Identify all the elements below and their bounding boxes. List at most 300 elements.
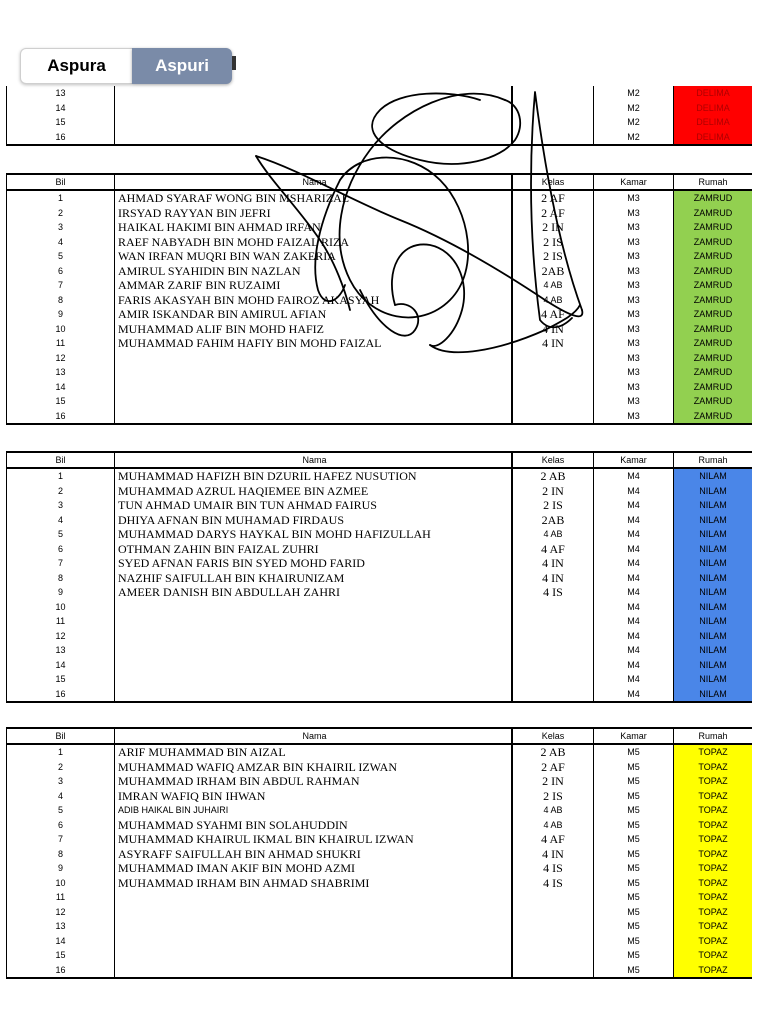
cell-bil: 8 <box>7 293 115 308</box>
cell-kamar: M5 <box>594 818 674 833</box>
cell-nama: ARIF MUHAMMAD BIN AIZAL <box>115 744 513 760</box>
cell-rumah: ZAMRUD <box>674 351 753 366</box>
cell-rumah: ZAMRUD <box>674 220 753 235</box>
cell-bil: 11 <box>7 614 115 629</box>
cell-bil: 3 <box>7 220 115 235</box>
cell-kelas: 2 AF <box>512 190 594 206</box>
cell-nama <box>115 409 513 425</box>
cell-kelas: 4 AB <box>512 278 594 293</box>
cell-kamar: M5 <box>594 789 674 804</box>
table-row <box>7 115 753 130</box>
cell-nama: AMEER DANISH BIN ABDULLAH ZAHRI <box>115 585 513 600</box>
table-row <box>7 542 753 557</box>
cell-kelas <box>512 115 594 130</box>
cell-nama: ADIB HAIKAL BIN JUHAIRI <box>115 803 513 818</box>
cell-nama: MUHAMMAD KHAIRUL IKMAL BIN KHAIRUL IZWAN <box>115 832 513 847</box>
table-row <box>7 468 753 484</box>
table-row <box>7 130 753 146</box>
header-bil: Bil <box>7 452 115 468</box>
cell-kamar: M5 <box>594 744 674 760</box>
header-nama: Nama <box>115 174 513 190</box>
cell-kelas: 4 AB <box>512 803 594 818</box>
cell-bil: 13 <box>7 86 115 101</box>
cell-bil: 3 <box>7 498 115 513</box>
cell-bil: 1 <box>7 744 115 760</box>
cell-kelas: 4 IS <box>512 861 594 876</box>
cell-bil: 4 <box>7 513 115 528</box>
cell-bil: 1 <box>7 190 115 206</box>
cell-kamar: M5 <box>594 774 674 789</box>
cell-kelas: 2 IN <box>512 484 594 499</box>
cell-nama <box>115 115 513 130</box>
cell-kamar: M4 <box>594 527 674 542</box>
cell-rumah: DELIMA <box>674 130 753 146</box>
cell-rumah: TOPAZ <box>674 934 753 949</box>
cell-nama: NAZHIF SAIFULLAH BIN KHAIRUNIZAM <box>115 571 513 586</box>
cell-kelas <box>512 948 594 963</box>
table-row <box>7 803 753 818</box>
cell-bil: 12 <box>7 905 115 920</box>
table-row <box>7 484 753 499</box>
cell-rumah: ZAMRUD <box>674 322 753 337</box>
header-kelas: Kelas <box>512 452 594 468</box>
cell-rumah: NILAM <box>674 658 753 673</box>
cell-rumah: ZAMRUD <box>674 235 753 250</box>
cell-kamar: M3 <box>594 264 674 279</box>
table-row <box>7 307 753 322</box>
cell-kamar: M3 <box>594 220 674 235</box>
cell-nama <box>115 380 513 395</box>
table-row <box>7 629 753 644</box>
cell-rumah: NILAM <box>674 687 753 703</box>
header-kamar: Kamar <box>594 728 674 744</box>
cell-kelas: 4 IS <box>512 876 594 891</box>
cell-kamar: M3 <box>594 394 674 409</box>
cell-nama: RAEF NABYADH BIN MOHD FAIZAL RIZA <box>115 235 513 250</box>
cell-rumah: TOPAZ <box>674 744 753 760</box>
cell-kamar: M4 <box>594 513 674 528</box>
table-row <box>7 744 753 760</box>
cell-kelas <box>512 600 594 615</box>
table-row <box>7 948 753 963</box>
cell-nama <box>115 614 513 629</box>
table-row <box>7 322 753 337</box>
cell-bil: 6 <box>7 818 115 833</box>
cell-nama: SYED AFNAN FARIS BIN SYED MOHD FARID <box>115 556 513 571</box>
cell-nama <box>115 890 513 905</box>
cell-bil: 13 <box>7 919 115 934</box>
cell-nama <box>115 394 513 409</box>
header-rumah: Rumah <box>674 174 753 190</box>
table-row <box>7 571 753 586</box>
cell-nama: TUN AHMAD UMAIR BIN TUN AHMAD FAIRUS <box>115 498 513 513</box>
table-row <box>7 890 753 905</box>
table-row <box>7 293 753 308</box>
cell-bil: 11 <box>7 890 115 905</box>
tab-aspuri[interactable]: Aspuri <box>132 48 232 84</box>
cell-kamar: M5 <box>594 948 674 963</box>
cell-nama <box>115 643 513 658</box>
cell-rumah: DELIMA <box>674 101 753 116</box>
cell-kamar: M4 <box>594 571 674 586</box>
table-row <box>7 498 753 513</box>
cell-kelas <box>512 614 594 629</box>
cell-kelas: 2AB <box>512 513 594 528</box>
table-row <box>7 365 753 380</box>
table-row <box>7 818 753 833</box>
cell-nama <box>115 658 513 673</box>
cell-kelas <box>512 86 594 101</box>
cell-kelas <box>512 380 594 395</box>
cell-kamar: M3 <box>594 293 674 308</box>
header-row <box>7 728 753 744</box>
cell-rumah: NILAM <box>674 468 753 484</box>
table-row <box>7 101 753 116</box>
cell-kamar: M5 <box>594 803 674 818</box>
table-row <box>7 876 753 891</box>
cell-kelas <box>512 672 594 687</box>
cell-bil: 7 <box>7 832 115 847</box>
header-kelas: Kelas <box>512 728 594 744</box>
cell-kelas <box>512 351 594 366</box>
cell-bil: 9 <box>7 585 115 600</box>
table-row <box>7 934 753 949</box>
cell-nama: MUHAMMAD DARYS HAYKAL BIN MOHD HAFIZULLAH <box>115 527 513 542</box>
cell-kelas: 4 AB <box>512 818 594 833</box>
table-row <box>7 774 753 789</box>
cell-kelas: 2 AB <box>512 468 594 484</box>
cell-kelas: 4 AB <box>512 293 594 308</box>
cell-rumah: ZAMRUD <box>674 278 753 293</box>
tab-aspura[interactable]: Aspura <box>20 48 132 84</box>
cell-nama <box>115 130 513 146</box>
table-row <box>7 235 753 250</box>
cell-nama: AMIR ISKANDAR BIN AMIRUL AFIAN <box>115 307 513 322</box>
header-row <box>7 174 753 190</box>
cell-kamar: M2 <box>594 86 674 101</box>
cell-nama: MUHAMMAD WAFIQ AMZAR BIN KHAIRIL IZWAN <box>115 760 513 775</box>
cell-kamar: M5 <box>594 847 674 862</box>
cell-rumah: ZAMRUD <box>674 307 753 322</box>
cell-rumah: DELIMA <box>674 115 753 130</box>
cell-nama: HAIKAL HAKIMI BIN AHMAD IRFAN <box>115 220 513 235</box>
table-row <box>7 658 753 673</box>
cell-rumah: NILAM <box>674 672 753 687</box>
cell-kelas <box>512 658 594 673</box>
header-kelas: Kelas <box>512 174 594 190</box>
cell-nama: MUHAMMAD IMAN AKIF BIN MOHD AZMI <box>115 861 513 876</box>
table-row <box>7 380 753 395</box>
cell-nama: FARIS AKASYAH BIN MOHD FAIROZ AKASYAH <box>115 293 513 308</box>
cell-kelas: 2AB <box>512 264 594 279</box>
cell-nama: MUHAMMAD IRHAM BIN AHMAD SHABRIMI <box>115 876 513 891</box>
table-row <box>7 336 753 351</box>
cell-bil: 14 <box>7 934 115 949</box>
header-row <box>7 452 753 468</box>
cell-kamar: M3 <box>594 190 674 206</box>
cell-rumah: TOPAZ <box>674 876 753 891</box>
cell-bil: 2 <box>7 484 115 499</box>
cell-kamar: M4 <box>594 556 674 571</box>
cell-bil: 14 <box>7 101 115 116</box>
cell-rumah: NILAM <box>674 585 753 600</box>
cell-bil: 14 <box>7 658 115 673</box>
cell-kelas: 4 AB <box>512 527 594 542</box>
cell-rumah: NILAM <box>674 571 753 586</box>
cell-bil: 13 <box>7 643 115 658</box>
cell-kamar: M4 <box>594 542 674 557</box>
table-row <box>7 527 753 542</box>
cell-rumah: TOPAZ <box>674 905 753 920</box>
cell-nama <box>115 934 513 949</box>
cell-kamar: M3 <box>594 380 674 395</box>
cell-bil: 15 <box>7 672 115 687</box>
cell-bil: 5 <box>7 249 115 264</box>
table-row <box>7 278 753 293</box>
cell-rumah: NILAM <box>674 600 753 615</box>
cell-kelas <box>512 934 594 949</box>
cell-kelas: 4 IN <box>512 322 594 337</box>
cell-rumah: TOPAZ <box>674 948 753 963</box>
cell-rumah: NILAM <box>674 556 753 571</box>
topaz-table <box>6 727 752 979</box>
cell-kamar: M4 <box>594 658 674 673</box>
header-rumah: Rumah <box>674 728 753 744</box>
cell-kelas: 2 IN <box>512 220 594 235</box>
cell-bil: 5 <box>7 527 115 542</box>
cell-bil: 12 <box>7 629 115 644</box>
zamrud-table <box>6 173 752 425</box>
cell-rumah: TOPAZ <box>674 760 753 775</box>
cell-nama: MUHAMMAD FAHIM HAFIY BIN MOHD FAIZAL <box>115 336 513 351</box>
cell-bil: 3 <box>7 774 115 789</box>
cell-nama: DHIYA AFNAN BIN MUHAMAD FIRDAUS <box>115 513 513 528</box>
cell-nama: AMMAR ZARIF BIN RUZAIMI <box>115 278 513 293</box>
table-row <box>7 513 753 528</box>
cell-bil: 2 <box>7 206 115 221</box>
cell-nama: WAN IRFAN MUQRI BIN WAN ZAKERIA <box>115 249 513 264</box>
cell-rumah: TOPAZ <box>674 789 753 804</box>
cell-kelas: 2 AF <box>512 760 594 775</box>
header-bil: Bil <box>7 728 115 744</box>
header-kamar: Kamar <box>594 174 674 190</box>
cell-rumah: ZAMRUD <box>674 249 753 264</box>
cell-nama <box>115 672 513 687</box>
cell-nama: MUHAMMAD SYAHMI BIN SOLAHUDDIN <box>115 818 513 833</box>
table-row <box>7 614 753 629</box>
cell-kamar: M3 <box>594 351 674 366</box>
cell-rumah: TOPAZ <box>674 832 753 847</box>
table-row <box>7 643 753 658</box>
cell-nama: MUHAMMAD HAFIZH BIN DZURIL HAFEZ NUSUTION <box>115 468 513 484</box>
cell-kelas <box>512 365 594 380</box>
cell-nama <box>115 905 513 920</box>
cell-kelas: 4 AF <box>512 832 594 847</box>
cell-kelas <box>512 919 594 934</box>
table-row <box>7 86 753 101</box>
cell-bil: 10 <box>7 322 115 337</box>
cell-bil: 4 <box>7 789 115 804</box>
cell-bil: 16 <box>7 687 115 703</box>
table-row <box>7 249 753 264</box>
table-row <box>7 963 753 979</box>
cell-rumah: ZAMRUD <box>674 206 753 221</box>
cell-rumah: NILAM <box>674 629 753 644</box>
table-row <box>7 832 753 847</box>
cell-rumah: DELIMA <box>674 86 753 101</box>
cell-rumah: NILAM <box>674 527 753 542</box>
table-row <box>7 861 753 876</box>
table-row <box>7 687 753 703</box>
cell-nama <box>115 86 513 101</box>
cell-rumah: ZAMRUD <box>674 365 753 380</box>
table-row <box>7 919 753 934</box>
cell-rumah: TOPAZ <box>674 847 753 862</box>
cell-kamar: M3 <box>594 235 674 250</box>
cell-nama: MUHAMMAD ALIF BIN MOHD HAFIZ <box>115 322 513 337</box>
cell-kelas <box>512 629 594 644</box>
cell-nama: OTHMAN ZAHIN BIN FAIZAL ZUHRI <box>115 542 513 557</box>
cell-kelas: 4 IN <box>512 336 594 351</box>
table-row <box>7 672 753 687</box>
cell-bil: 14 <box>7 380 115 395</box>
cell-nama: AMIRUL SYAHIDIN BIN NAZLAN <box>115 264 513 279</box>
cell-kamar: M4 <box>594 600 674 615</box>
table-row <box>7 600 753 615</box>
cell-rumah: ZAMRUD <box>674 293 753 308</box>
cell-kamar: M5 <box>594 963 674 979</box>
cell-bil: 15 <box>7 948 115 963</box>
cell-kamar: M4 <box>594 498 674 513</box>
cell-bil: 6 <box>7 264 115 279</box>
cell-nama <box>115 687 513 703</box>
table-row <box>7 220 753 235</box>
cell-bil: 9 <box>7 861 115 876</box>
cell-kamar: M5 <box>594 876 674 891</box>
cell-bil: 16 <box>7 409 115 425</box>
cell-bil: 2 <box>7 760 115 775</box>
cell-bil: 5 <box>7 803 115 818</box>
cell-kelas <box>512 130 594 146</box>
cell-kelas: 4 IS <box>512 585 594 600</box>
cell-nama: MUHAMMAD AZRUL HAQIEMEE BIN AZMEE <box>115 484 513 499</box>
cell-kelas: 2 IS <box>512 498 594 513</box>
cell-kamar: M5 <box>594 861 674 876</box>
cell-kamar: M2 <box>594 101 674 116</box>
table-row <box>7 556 753 571</box>
cell-kamar: M4 <box>594 672 674 687</box>
cell-rumah: ZAMRUD <box>674 380 753 395</box>
cell-kamar: M2 <box>594 115 674 130</box>
cell-nama <box>115 101 513 116</box>
table-row <box>7 190 753 206</box>
cell-kamar: M3 <box>594 307 674 322</box>
cell-kelas <box>512 963 594 979</box>
cell-rumah: TOPAZ <box>674 890 753 905</box>
cell-nama <box>115 963 513 979</box>
cell-nama <box>115 351 513 366</box>
cell-bil: 13 <box>7 365 115 380</box>
cell-kelas: 2 AB <box>512 744 594 760</box>
header-bil: Bil <box>7 174 115 190</box>
cell-rumah: ZAMRUD <box>674 394 753 409</box>
cell-kelas <box>512 890 594 905</box>
cell-kamar: M3 <box>594 365 674 380</box>
cell-nama <box>115 365 513 380</box>
cell-kelas: 4 IN <box>512 571 594 586</box>
cell-kamar: M3 <box>594 336 674 351</box>
cell-kamar: M5 <box>594 934 674 949</box>
cell-kelas: 4 IN <box>512 556 594 571</box>
nilam-table <box>6 451 752 703</box>
cell-rumah: NILAM <box>674 498 753 513</box>
cell-bil: 15 <box>7 115 115 130</box>
cell-kamar: M4 <box>594 585 674 600</box>
cell-bil: 15 <box>7 394 115 409</box>
cell-kelas <box>512 905 594 920</box>
cell-rumah: NILAM <box>674 513 753 528</box>
cell-bil: 9 <box>7 307 115 322</box>
table-row <box>7 585 753 600</box>
cell-nama <box>115 948 513 963</box>
table-row <box>7 206 753 221</box>
cell-bil: 8 <box>7 847 115 862</box>
cell-kelas: 2 AF <box>512 206 594 221</box>
cell-kamar: M3 <box>594 278 674 293</box>
cell-kelas: 2 IS <box>512 249 594 264</box>
table-row <box>7 394 753 409</box>
cell-bil: 16 <box>7 130 115 146</box>
cell-bil: 10 <box>7 600 115 615</box>
cell-rumah: ZAMRUD <box>674 190 753 206</box>
cell-bil: 12 <box>7 351 115 366</box>
cell-kamar: M3 <box>594 249 674 264</box>
cell-nama: MUHAMMAD IRHAM BIN ABDUL RAHMAN <box>115 774 513 789</box>
cell-kamar: M5 <box>594 760 674 775</box>
cell-nama: AHMAD SYARAF WONG BIN MSHARIZAL <box>115 190 513 206</box>
cell-kelas <box>512 101 594 116</box>
table-row <box>7 905 753 920</box>
cell-kamar: M5 <box>594 832 674 847</box>
cell-rumah: TOPAZ <box>674 803 753 818</box>
cell-rumah: NILAM <box>674 542 753 557</box>
cell-rumah: NILAM <box>674 643 753 658</box>
table-row <box>7 789 753 804</box>
delima-table <box>6 86 752 146</box>
cell-bil: 11 <box>7 336 115 351</box>
cell-kelas: 2 IS <box>512 789 594 804</box>
cell-bil: 7 <box>7 556 115 571</box>
header-nama: Nama <box>115 728 513 744</box>
cell-kamar: M5 <box>594 905 674 920</box>
table-row <box>7 264 753 279</box>
cell-nama: IMRAN WAFIQ BIN IHWAN <box>115 789 513 804</box>
cell-kelas: 4 AF <box>512 542 594 557</box>
cell-kelas <box>512 687 594 703</box>
cell-kamar: M5 <box>594 919 674 934</box>
cell-rumah: TOPAZ <box>674 919 753 934</box>
table-row <box>7 409 753 425</box>
cell-kamar: M4 <box>594 468 674 484</box>
sheet-tabs <box>20 48 232 84</box>
cell-nama: ASYRAFF SAIFULLAH BIN AHMAD SHUKRI <box>115 847 513 862</box>
cell-bil: 4 <box>7 235 115 250</box>
cell-kelas <box>512 394 594 409</box>
table-row <box>7 847 753 862</box>
table-row <box>7 351 753 366</box>
cell-rumah: NILAM <box>674 614 753 629</box>
cell-rumah: TOPAZ <box>674 963 753 979</box>
